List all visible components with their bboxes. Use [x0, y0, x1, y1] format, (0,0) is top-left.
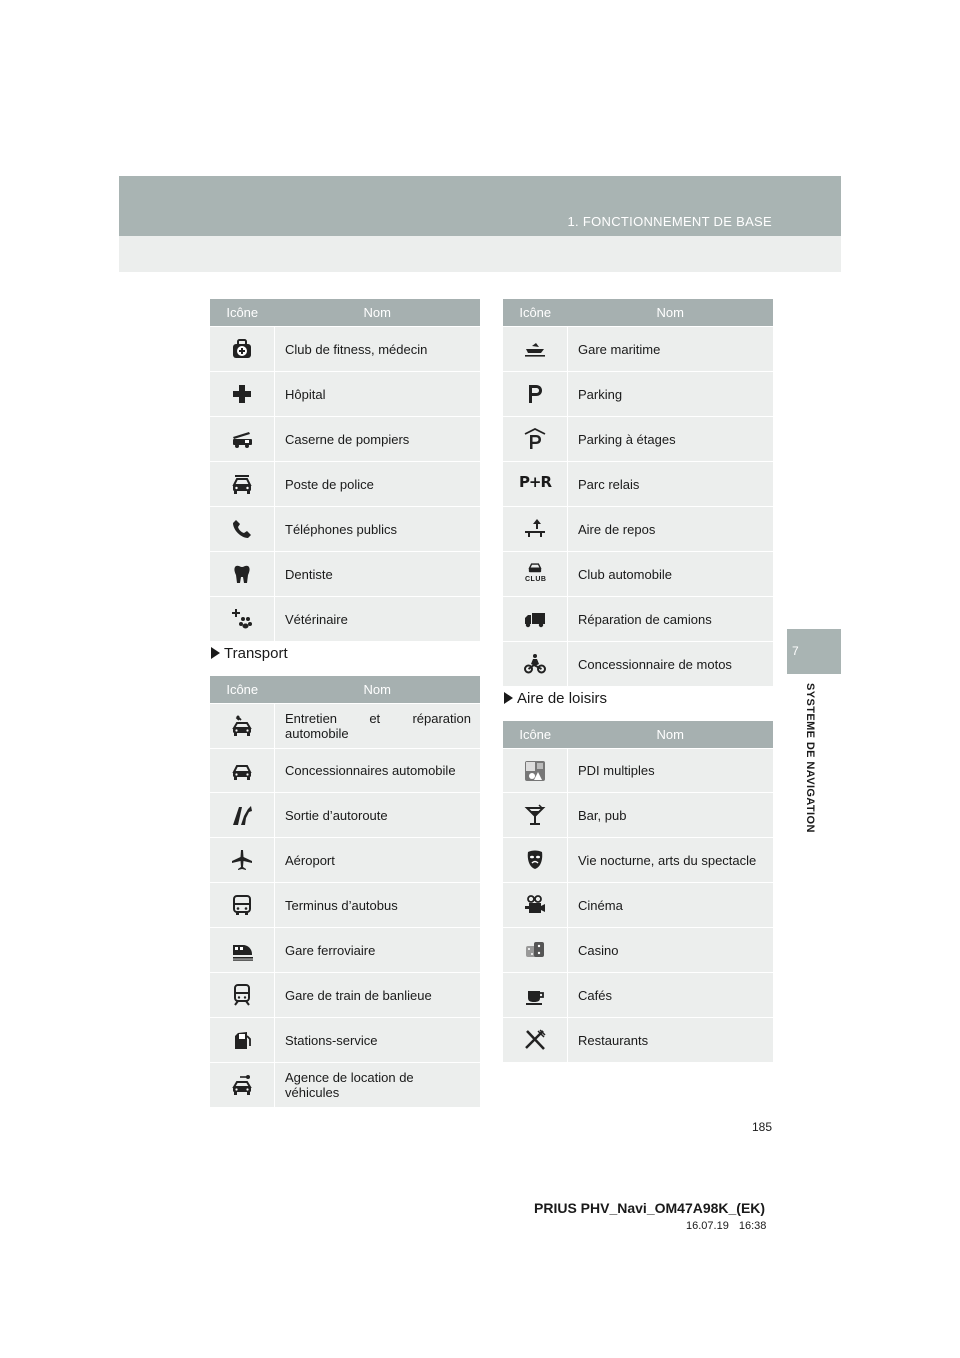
health-services-table: [210, 299, 480, 641]
table-row: [210, 462, 480, 507]
dice-icon: [524, 939, 546, 961]
chapter-title: 1. FONCTIONNEMENT DE BASE: [567, 214, 772, 229]
row-name: Vie nocturne, arts du spectacle: [568, 838, 774, 883]
document-id: PRIUS PHV_Navi_OM47A98K_(EK): [534, 1200, 766, 1216]
commuter-train-icon: [231, 984, 253, 1006]
theatre-mask-icon: [524, 849, 546, 871]
section-title: Aire de loisirs: [517, 690, 608, 707]
fuel-pump-icon: [231, 1029, 253, 1051]
parking-icon: [524, 383, 546, 405]
row-name: Cinéma: [568, 883, 774, 928]
row-name: Restaurants: [568, 1018, 774, 1063]
row-name: Aéroport: [275, 838, 481, 883]
section-heading-leisure: [504, 690, 607, 707]
column-header-icon: Icône: [210, 299, 275, 327]
column-header-icon: Icône: [210, 676, 275, 704]
row-name: Vétérinaire: [275, 597, 481, 642]
row-name: Cafés: [568, 973, 774, 1018]
movie-camera-icon: [524, 894, 546, 916]
table-row: [503, 838, 773, 883]
bus-icon: [231, 894, 253, 916]
table-header: [503, 299, 773, 327]
chapter-number: 7: [792, 644, 799, 658]
highway-exit-icon: [231, 804, 253, 826]
table-row: [503, 883, 773, 928]
table-row: [503, 552, 773, 597]
park-and-ride-icon: P+R: [518, 473, 552, 491]
table-row: [503, 597, 773, 642]
row-name: Parc relais: [568, 462, 774, 507]
row-name: Terminus d’autobus: [275, 883, 481, 928]
table-header: [210, 676, 480, 704]
table-row: [210, 973, 480, 1018]
table-row: [210, 838, 480, 883]
table-row: [503, 973, 773, 1018]
table-row: [210, 749, 480, 793]
transport-continued-table: [503, 299, 773, 686]
table-row: [210, 372, 480, 417]
table-row: [503, 749, 773, 793]
column-header-icon: Icône: [503, 299, 568, 327]
tooth-icon: [231, 563, 253, 585]
table-row: [210, 1063, 480, 1108]
row-name: Sortie d’autoroute: [275, 793, 481, 838]
car-repair-icon: [231, 715, 253, 737]
telephone-icon: [231, 518, 253, 540]
header-subband: [119, 236, 841, 272]
car-dealer-icon: [231, 760, 253, 782]
row-name: Entretien et réparation automobile: [275, 704, 481, 749]
table-row: [503, 793, 773, 838]
row-name: Club de fitness, médecin: [275, 327, 481, 372]
table-row: [503, 372, 773, 417]
row-name: Gare de train de banlieue: [275, 973, 481, 1018]
train-icon: [231, 939, 253, 961]
table-row: [210, 327, 480, 372]
row-name: Dentiste: [275, 552, 481, 597]
table-row: [210, 507, 480, 552]
table-row: [503, 1018, 773, 1063]
table-row: [503, 462, 773, 507]
table-row: [503, 928, 773, 973]
table-row: [503, 507, 773, 552]
cocktail-glass-icon: [524, 804, 546, 826]
row-name: Gare ferroviaire: [275, 928, 481, 973]
row-name: PDI multiples: [568, 749, 774, 793]
leisure-table: [503, 721, 773, 1062]
column-header-name: Nom: [568, 721, 774, 749]
fork-knife-icon: [524, 1029, 546, 1051]
row-name: Agence de location de véhicules: [275, 1063, 481, 1108]
police-car-icon: [231, 473, 253, 495]
column-header-name: Nom: [275, 676, 481, 704]
rest-area-icon: [524, 518, 546, 540]
row-name: Aire de repos: [568, 507, 774, 552]
triangle-bullet-icon: [504, 692, 513, 704]
hospital-cross-icon: [231, 383, 253, 405]
car-club-icon: CLUB: [523, 562, 547, 586]
car-rental-key-icon: [231, 1074, 253, 1096]
table-row: [503, 642, 773, 687]
table-row: [210, 1018, 480, 1063]
table-header: [210, 299, 480, 327]
motorcycle-icon: [524, 653, 546, 675]
table-row: [503, 417, 773, 462]
row-name: Stations-service: [275, 1018, 481, 1063]
section-heading-transport: [211, 645, 288, 662]
row-name: Réparation de camions: [568, 597, 774, 642]
page-number: 185: [752, 1120, 773, 1134]
chapter-side-label: SYSTEME DE NAVIGATION: [804, 683, 816, 833]
column-header-name: Nom: [568, 299, 774, 327]
airplane-icon: [231, 849, 253, 871]
column-header-name: Nom: [275, 299, 481, 327]
first-aid-kit-icon: [231, 338, 253, 360]
print-date: 16.07.19: [686, 1220, 729, 1232]
row-name: Parking à étages: [568, 417, 774, 462]
row-name: Caserne de pompiers: [275, 417, 481, 462]
transport-table: [210, 676, 480, 1107]
row-name: Club automobile: [568, 552, 774, 597]
row-name: Parking: [568, 372, 774, 417]
table-header: [503, 721, 773, 749]
column-header-icon: Icône: [503, 721, 568, 749]
veterinary-paw-icon: [231, 608, 253, 630]
triangle-bullet-icon: [211, 647, 220, 659]
truck-icon: [524, 608, 546, 630]
row-name: Poste de police: [275, 462, 481, 507]
ferry-icon: [524, 338, 546, 360]
table-row: [210, 928, 480, 973]
table-row: [210, 597, 480, 642]
section-title: Transport: [224, 645, 288, 662]
row-name: Casino: [568, 928, 774, 973]
coffee-cup-icon: [524, 984, 546, 1006]
table-row: [210, 704, 480, 749]
table-row: [210, 883, 480, 928]
table-row: [210, 417, 480, 462]
fire-truck-icon: [231, 428, 253, 450]
table-row: [503, 327, 773, 372]
print-time: 16:38: [738, 1220, 767, 1232]
row-name: Hôpital: [275, 372, 481, 417]
parking-garage-icon: [524, 428, 546, 450]
table-row: [210, 793, 480, 838]
table-row: [210, 552, 480, 597]
row-name: Bar, pub: [568, 793, 774, 838]
row-name: Concessionnaire de motos: [568, 642, 774, 687]
row-name: Concessionnaires automobile: [275, 749, 481, 793]
row-name: Téléphones publics: [275, 507, 481, 552]
row-name: Gare maritime: [568, 327, 774, 372]
multiple-poi-icon: [524, 760, 546, 782]
print-timestamp: [686, 1220, 766, 1232]
